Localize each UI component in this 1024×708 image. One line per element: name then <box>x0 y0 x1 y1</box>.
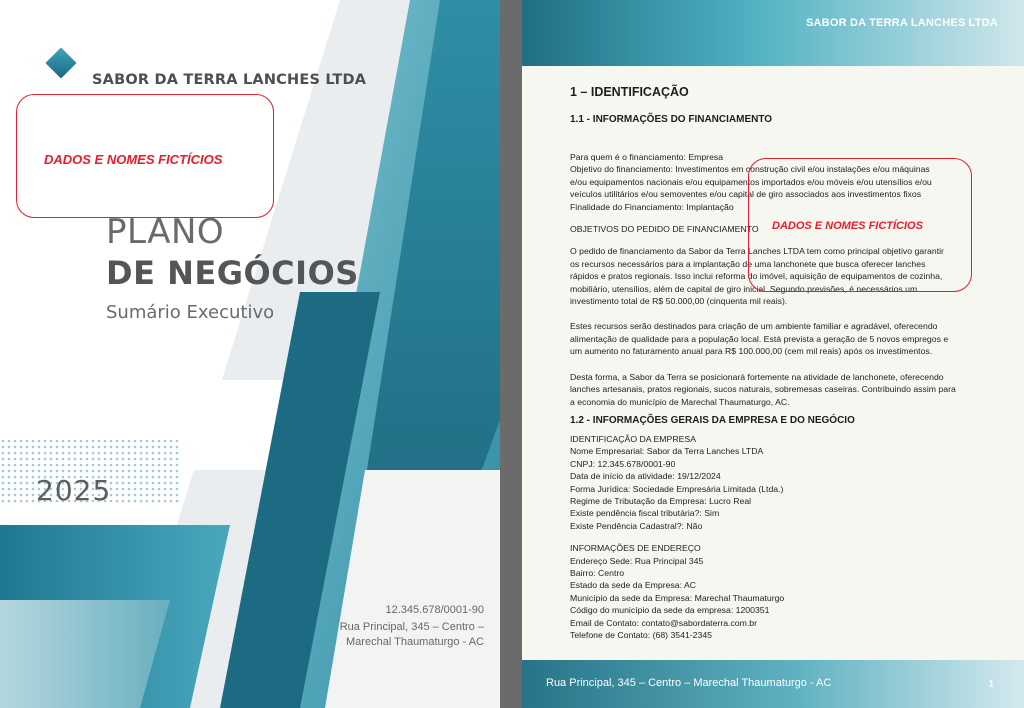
text-line: Data de início da atividade: 19/12/2024 <box>570 471 721 482</box>
text-line: Município da sede da Empresa: Marechal Thaumaturgo <box>570 592 785 603</box>
text-line: Estado da sede da Empresa: AC <box>570 580 697 591</box>
text-line: Objetivo do financiamento: Investimentos em construção civil e/ou instalações e/ou máquinas <box>570 164 930 175</box>
text-line: veículos utilitários e/ou semoventes e/ou capital de giro associados aos investimentos fixos <box>570 189 922 200</box>
text-line: Forma Jurídica: Sociedade Empresária Limitada (Ltda.) <box>570 483 784 494</box>
text-line: Telefone de Contato: (68) 3541-2345 <box>570 630 712 640</box>
section-title: 1 – IDENTIFICAÇÃO <box>570 85 689 99</box>
page-header <box>522 0 1024 66</box>
text-line: a economia do município de Marechal Thaumaturgo, AC. <box>570 396 790 407</box>
text-line: alimentação de qualidade para a população local. Está prevista a geração de 5 novos empregos e <box>570 333 949 344</box>
cover-page <box>0 0 500 708</box>
text-line: Bairro: Centro <box>570 567 625 578</box>
block-title: IDENTIFICAÇÃO DA EMPRESA <box>570 433 696 444</box>
cover-cnpj: 12.345.678/0001-90 <box>385 604 484 616</box>
page-number: 1 <box>988 679 994 690</box>
text-line: Regime de Tributação da Empresa: Lucro Real <box>570 495 752 506</box>
subsection-title: 1.1 - INFORMAÇÕES DO FINANCIAMENTO <box>570 114 773 125</box>
cover-title-line2: DE NEGÓCIOS <box>106 254 359 292</box>
text-line: rápidos e pratos regionais. Isso inclui reforma do imóvel, aquisição de equipamentos de cozinha, <box>570 271 943 282</box>
text-line: mobiliário, utensílios, além de capital de giro inicial. Segundo previsões, é necessários um <box>570 283 918 294</box>
cover-address-line: Marechal Thaumaturgo - AC <box>346 636 484 648</box>
text-line: lanches artesanais, pratos regionais, sucos naturais, sobremesas caseiras. Contribuindo assim para <box>570 384 956 395</box>
cover-subtitle: Sumário Executivo <box>106 302 275 323</box>
page-header-title: SABOR DA TERRA LANCHES LTDA <box>806 17 998 29</box>
page-footer-address: Rua Principal, 345 – Centro – Marechal Thaumaturgo - AC <box>546 677 832 689</box>
text-line: Existe pendência fiscal tributária?: Sim <box>570 508 720 519</box>
text-line: Email de Contato: contato@sabordaterra.com.br <box>570 617 758 628</box>
text-line: e/ou equipamentos nacionais e/ou equipamentos importados e/ou móveis e/ou utensílios e/ou <box>570 176 932 187</box>
cover-stamp-text: DADOS E NOMES FICTÍCIOS <box>44 152 223 167</box>
text-line: CNPJ: 12.345.678/0001-90 <box>570 458 676 469</box>
block-title: INFORMAÇÕES DE ENDEREÇO <box>570 543 701 554</box>
block-title: OBJETIVOS DO PEDIDO DE FINANCIAMENTO <box>570 224 759 235</box>
text-line: Nome Empresarial: Sabor da Terra Lanches LTDA <box>570 446 764 457</box>
text-line: um aumento no faturamento anual para R$ 100.000,00 (cem mil reais) após os investimentos. <box>570 346 933 357</box>
subsection-title: 1.2 - INFORMAÇÕES GERAIS DA EMPRESA E DO NEGÓCIO <box>570 414 855 426</box>
page-footer <box>522 660 1024 708</box>
cover-address-line: Rua Principal, 345 – Centro – <box>339 621 484 633</box>
text-line: Endereço Sede: Rua Principal 345 <box>570 555 704 566</box>
cover-year: 2025 <box>36 474 112 507</box>
cover-company-name: SABOR DA TERRA LANCHES LTDA <box>92 72 367 88</box>
content-page <box>522 0 1024 708</box>
text-line: Desta forma, a Sabor da Terra se posicionará fortemente na atividade de lanchonete, oferecendo <box>570 371 944 382</box>
text-line: Existe Pendência Cadastral?: Não <box>570 520 703 531</box>
text-line: Estes recursos serão destinados para criação de um ambiente familiar e agradável, oferecendo <box>570 321 938 332</box>
text-line: Finalidade do Financiamento: Implantação <box>570 201 734 212</box>
text-line: O pedido de financiamento da Sabor da Terra Lanches LTDA tem como principal objetivo garantir <box>570 246 944 257</box>
text-line: Para quem é o financiamento: Empresa <box>570 152 724 162</box>
text-line: os recursos necessários para a implantação de uma lanchonete que busca oferecer lanches <box>570 258 926 269</box>
text-line: Código do município da sede da empresa: 1200351 <box>570 605 770 616</box>
cover-title-line1: PLANO <box>106 212 225 252</box>
text-line: investimento total de R$ 50.000,00 (cinquenta mil reais). <box>570 296 788 307</box>
page-stamp-text: DADOS E NOMES FICTÍCIOS <box>772 220 923 232</box>
